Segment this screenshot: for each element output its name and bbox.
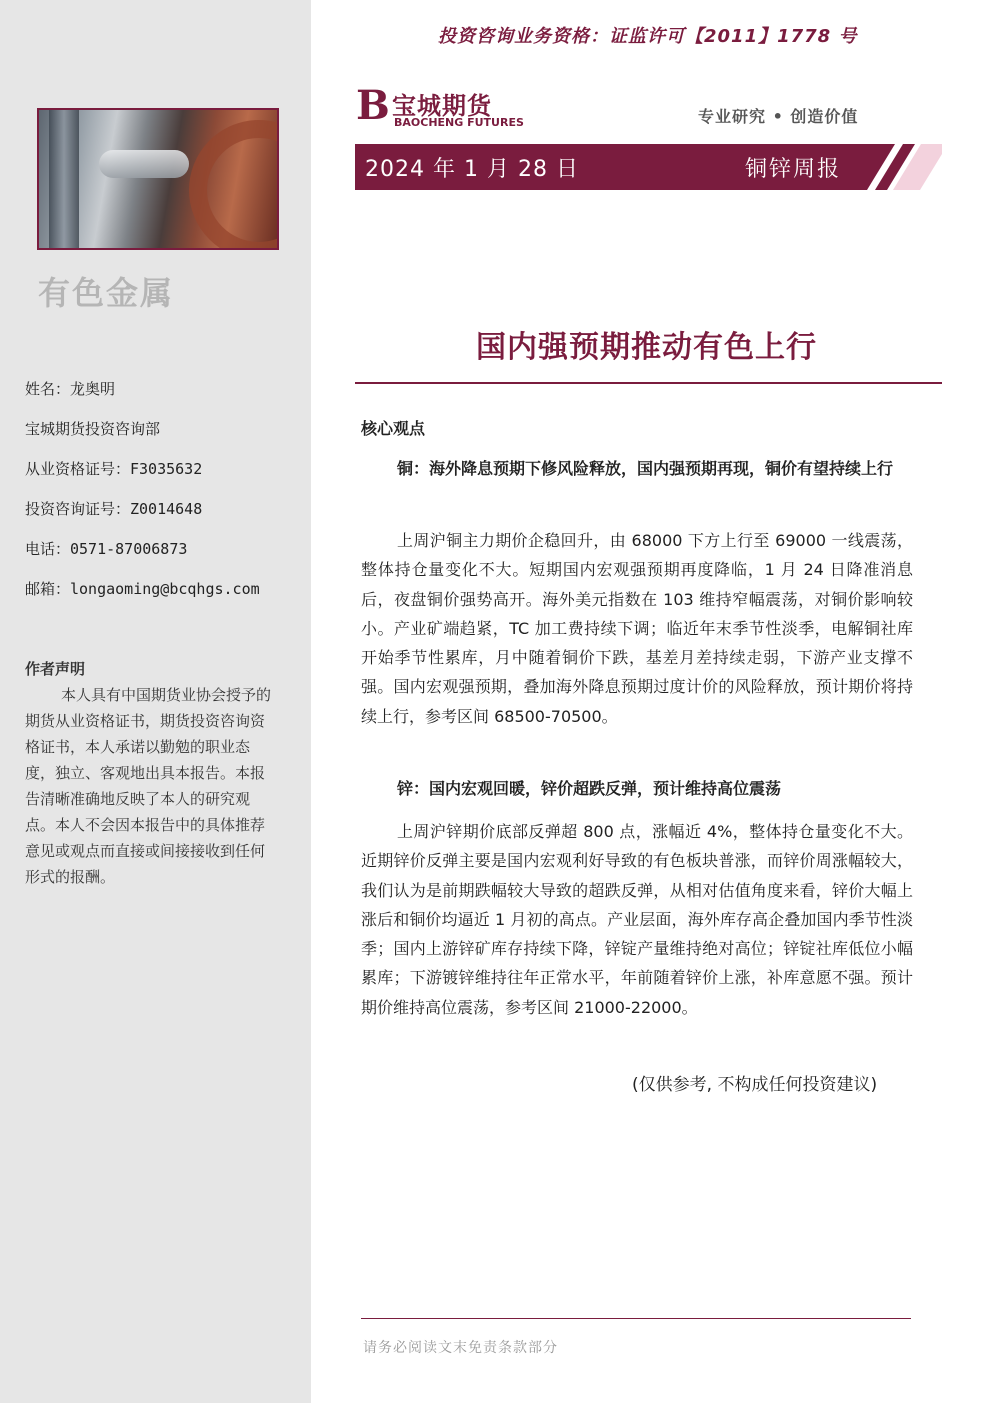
- logo-chinese-name: 宝城期货: [392, 92, 492, 120]
- author-email[interactable]: 邮箱：longaoming@bcqhgs.com: [25, 580, 260, 598]
- report-date: 2024 年 1 月 28 日: [365, 157, 579, 182]
- logo-english-name: BAOCHENG FUTURES: [394, 116, 524, 129]
- date-banner: [355, 144, 942, 190]
- copper-body: 上周沪铜主力期价企稳回升，由 68000 下方上行至 69000 一线震荡，整体持仓量变化不大。短期国内宏观强预期再度降临，1 月 24 日降准消息后，夜盘铜价强势高开。海外美元指数在 103 维持窄幅震荡，对铜价影响较小。产业矿端趋紧，TC 加工费持续下调；临近年末季节性淡季，电解铜社库开始季节性累库，月中随着铜价下跌，基差月差持续走弱，下游产业支撑不强。国内宏观强预期，叠加海外降息预期过度计价的风险释放，预计期价将持续上行，参考区间 68500-70500。: [361, 531, 913, 726]
- consulting-license-number: 投资咨询证号：Z0014648: [25, 500, 203, 518]
- investment-disclaimer: (仅供参考, 不构成任何投资建议): [632, 1075, 878, 1095]
- slogan: 专业研究 • 创造价值: [698, 107, 859, 126]
- author-department: 宝城期货投资咨询部: [25, 420, 161, 438]
- footer-divider: [361, 1318, 911, 1319]
- author-phone: 电话：0571-87006873: [25, 540, 188, 558]
- cover-photo: [37, 108, 279, 250]
- declaration-body: 本人具有中国期货业协会授予的期货从业资格证书，期货投资咨询资格证书，本人承诺以勤勉的职业态度，独立、客观地出具本报告。本报告清晰准确地反映了本人的研究观点。本人不会因本报告中的具体推荐意见或观点而直接或间接接收到任何形式的报酬。: [25, 686, 272, 886]
- core-view-label: 核心观点: [361, 419, 426, 438]
- footer-notice: 请务必阅读文末免责条款部分: [363, 1340, 558, 1356]
- practice-license-number: 从业资格证号：F3035632: [25, 460, 203, 478]
- declaration-title: 作者声明: [25, 660, 86, 678]
- logo-mark: B: [356, 82, 390, 129]
- zinc-body: 上周沪锌期价底部反弹超 800 点，涨幅近 4%，整体持仓量变化不大。近期锌价反弹主要是国内宏观利好导致的有色板块普涨，而锌价周涨幅较大，我们认为是前期跌幅较大导致的超跌反弹，从相对估值角度来看，锌价大幅上涨后和铜价均逼近 1 月初的高点。产业层面，海外库存高企叠加国内季节性淡季；国内上游锌矿库存持续下降，锌锭产量维持绝对高位；锌锭社库低位小幅累库；下游镀锌维持往年正常水平，年前随着锌价上涨，补库意愿不强。预计期价维持高位震荡，参考区间 21000-22000。: [361, 822, 913, 1017]
- report-title: 国内强预期推动有色上行: [476, 330, 817, 365]
- title-divider: [355, 382, 942, 384]
- license-header: 投资咨询业务资格：证监许可【2011】1778 号: [438, 26, 858, 47]
- sidebar: [0, 0, 311, 1403]
- author-name: 姓名：龙奥明: [25, 380, 116, 398]
- company-logo: [356, 84, 526, 132]
- copper-heading: 铜：海外降息预期下修风险释放，国内强预期再现，铜价有望持续上行: [397, 459, 894, 478]
- category-label: 有色金属: [38, 274, 175, 312]
- zinc-heading: 锌：国内宏观回暖，锌价超跌反弹，预计维持高位震荡: [397, 779, 782, 798]
- report-type: 铜锌周报: [745, 157, 842, 182]
